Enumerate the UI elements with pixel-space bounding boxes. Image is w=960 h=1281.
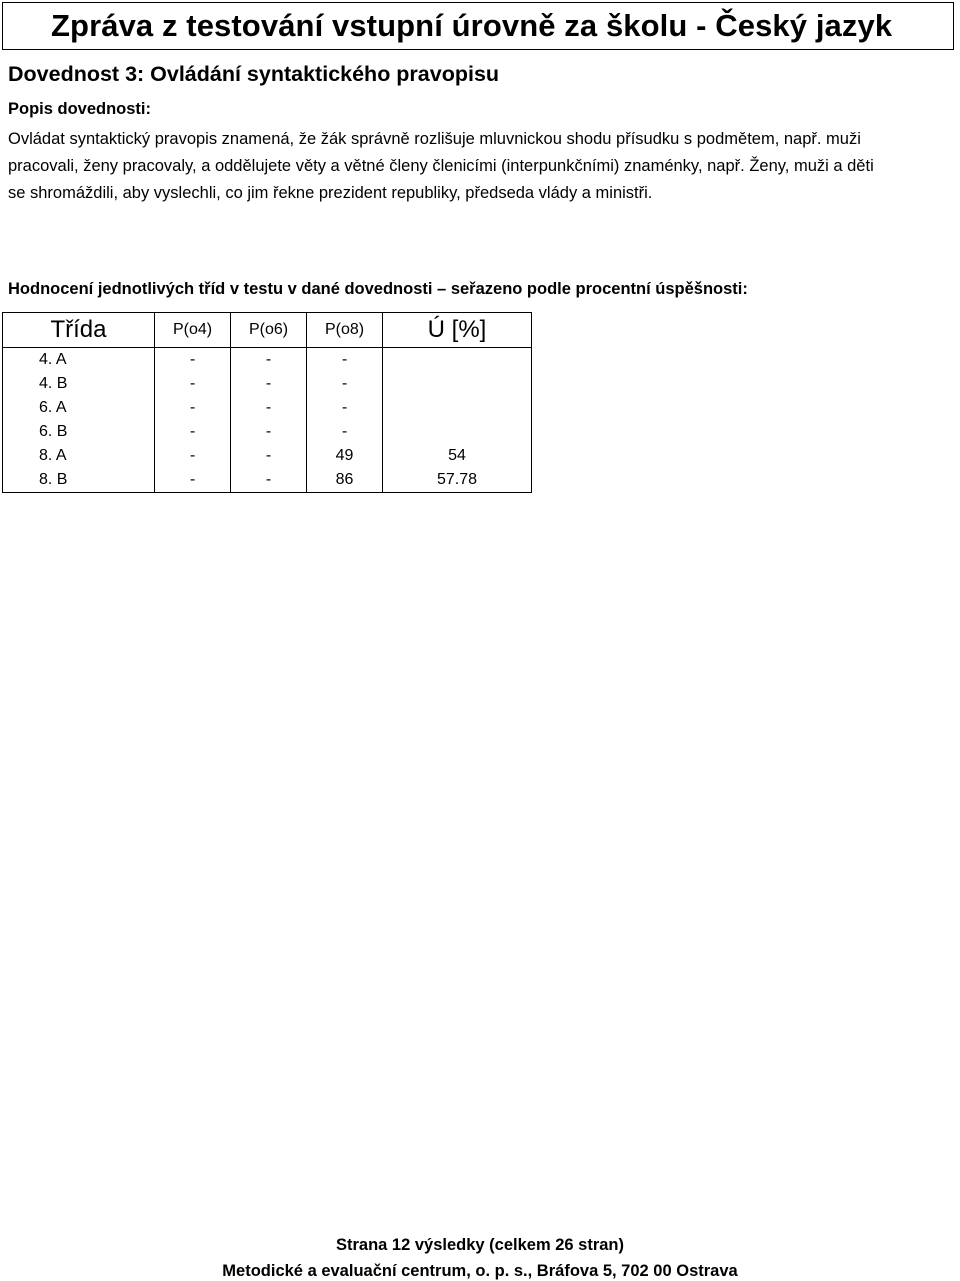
column-header-class: Třída [3, 313, 155, 348]
class-cell: 8. B [3, 468, 155, 493]
table-row [3, 348, 532, 373]
success-percent-cell [383, 372, 532, 396]
p-o8-cell: 49 [307, 444, 383, 468]
column-header-p-o8: P(o8) [307, 313, 383, 348]
class-cell: 4. B [3, 372, 155, 396]
p-o4-cell: - [155, 444, 231, 468]
p-o6-cell: - [231, 396, 307, 420]
p-o6-cell: - [231, 348, 307, 373]
class-cell: 6. A [3, 396, 155, 420]
class-cell: 6. B [3, 420, 155, 444]
column-header-success-percent: Ú [%] [383, 313, 532, 348]
success-percent-cell: 57.78 [383, 468, 532, 493]
table-row [3, 396, 532, 420]
p-o6-cell: - [231, 468, 307, 493]
p-o8-cell: - [307, 420, 383, 444]
class-cell: 4. A [3, 348, 155, 373]
p-o6-cell: - [231, 444, 307, 468]
table-row [3, 444, 532, 468]
p-o4-cell: - [155, 420, 231, 444]
report-title: Zpráva z testování vstupní úrovně za školu - Český jazyk [51, 8, 893, 43]
results-table [2, 312, 532, 493]
p-o8-cell: - [307, 372, 383, 396]
skill-heading: Dovednost 3: Ovládání syntaktického pravopisu [8, 62, 500, 86]
p-o8-cell: 86 [307, 468, 383, 493]
description-label: Popis dovednosti: [8, 100, 152, 118]
p-o4-cell: - [155, 468, 231, 493]
skill-description [8, 126, 958, 207]
p-o4-cell: - [155, 396, 231, 420]
description-line: pracovali, ženy pracovaly, a oddělujete věty a větné členy členicími (interpunkčními) znaménky, např. Ženy, muži a děti [8, 157, 874, 175]
success-percent-cell [383, 396, 532, 420]
evaluation-heading: Hodnocení jednotlivých tříd v testu v dané dovednosti – seřazeno podle procentní úspěšnosti: [8, 280, 748, 298]
column-header-p-o4: P(o4) [155, 313, 231, 348]
success-percent-cell [383, 420, 532, 444]
description-line: Ovládat syntaktický pravopis znamená, že žák správně rozlišuje mluvnickou shodu přísudku s podmětem, např. muži [8, 130, 861, 148]
table-row [3, 420, 532, 444]
footer-page-info: Strana 12 výsledky (celkem 26 stran) [335, 1236, 624, 1254]
report-title-box [2, 2, 954, 50]
p-o6-cell: - [231, 420, 307, 444]
column-header-p-o6: P(o6) [231, 313, 307, 348]
success-percent-cell: 54 [383, 444, 532, 468]
table-header-row [3, 313, 532, 348]
success-percent-cell [383, 348, 532, 373]
footer-organization: Metodické a evaluační centrum, o. p. s., Bráfova 5, 702 00 Ostrava [222, 1262, 738, 1280]
table-row [3, 468, 532, 493]
p-o6-cell: - [231, 372, 307, 396]
p-o4-cell: - [155, 348, 231, 373]
p-o8-cell: - [307, 396, 383, 420]
class-cell: 8. A [3, 444, 155, 468]
table-row [3, 372, 532, 396]
p-o8-cell: - [307, 348, 383, 373]
description-line: se shromáždili, aby vyslechli, co jim řekne prezident republiky, předseda vlády a ministři. [8, 184, 653, 202]
p-o4-cell: - [155, 372, 231, 396]
